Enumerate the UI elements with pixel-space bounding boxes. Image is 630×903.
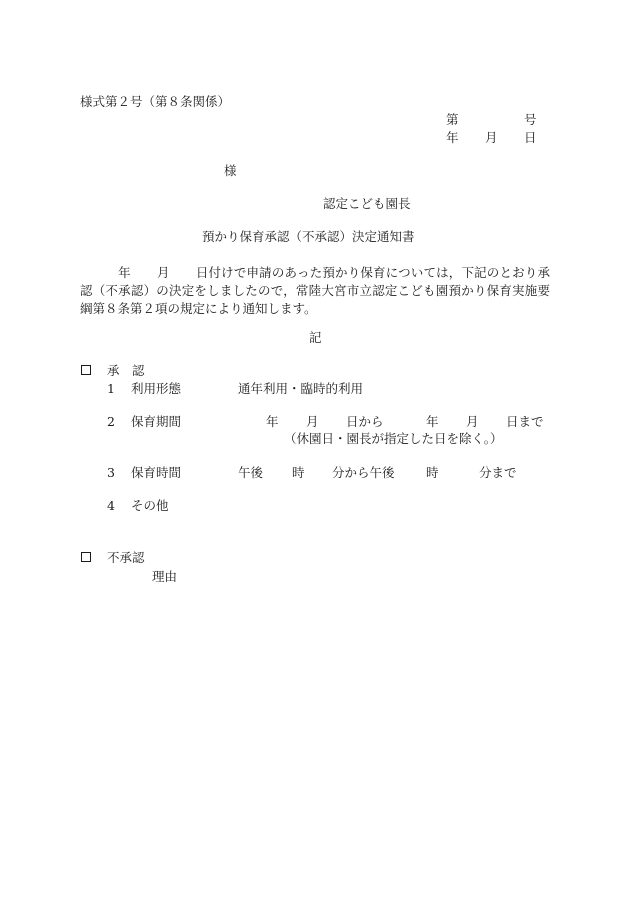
period-end-day: 日まで (506, 414, 544, 429)
issue-date-month: 月 (485, 130, 498, 145)
form-number: 様式第２号（第８条関係） (80, 94, 231, 109)
period-end-year: 年 (426, 414, 439, 429)
item3-label: 保育時間 (131, 465, 182, 480)
approval-label: 承 認 (107, 363, 145, 378)
body-date-year: 年 (118, 265, 131, 280)
document-title: 預かり保育承認（不承認）決定通知書 (202, 229, 415, 244)
body-date-month: 月 (156, 265, 170, 280)
item3-number: 3 (107, 465, 115, 480)
doc-number-prefix: 第 (446, 112, 459, 127)
recipient-honorific: 様 (224, 163, 237, 178)
time-start-min: 分から午後 (332, 465, 395, 480)
issue-date-year: 年 (446, 130, 459, 145)
item4-label: その他 (131, 498, 169, 513)
disapproval-checkbox[interactable] (81, 552, 91, 562)
time-start-pm: 午後 (238, 465, 264, 480)
sender-title: 認定こども園長 (323, 196, 411, 211)
time-end-hour: 時 (426, 465, 439, 480)
period-start-month: 月 (306, 414, 319, 429)
approval-checkbox[interactable] (81, 365, 91, 375)
doc-number-suffix: 号 (524, 112, 537, 127)
ki-heading: 記 (309, 330, 322, 345)
issue-date-day: 日 (524, 130, 537, 145)
item1-value: 通年利用・臨時的利用 (238, 381, 364, 396)
item2-label: 保育期間 (131, 414, 182, 429)
disapproval-label: 不承認 (107, 550, 145, 565)
time-end-min: 分まで (479, 465, 517, 480)
item1-number: 1 (107, 381, 115, 396)
item2-number: 2 (107, 414, 115, 429)
item4-number: 4 (107, 498, 115, 513)
period-start-day: 日から (346, 414, 384, 429)
reason-label: 理由 (152, 569, 178, 584)
body-text: 日付けで申請のあった預かり保育については，下記のとおり承認（不承認）の決定をしましたので，常陸大宮市立認定こども園預かり保育実施要綱第８条第２項の規定により通知します。 (80, 265, 550, 316)
body-paragraph (80, 264, 550, 318)
time-start-hour: 時 (292, 465, 305, 480)
period-end-month: 月 (466, 414, 479, 429)
period-note: （休園日・園長が指定した日を除く。） (284, 431, 503, 446)
period-start-year: 年 (266, 414, 279, 429)
item1-label: 利用形態 (131, 381, 182, 396)
